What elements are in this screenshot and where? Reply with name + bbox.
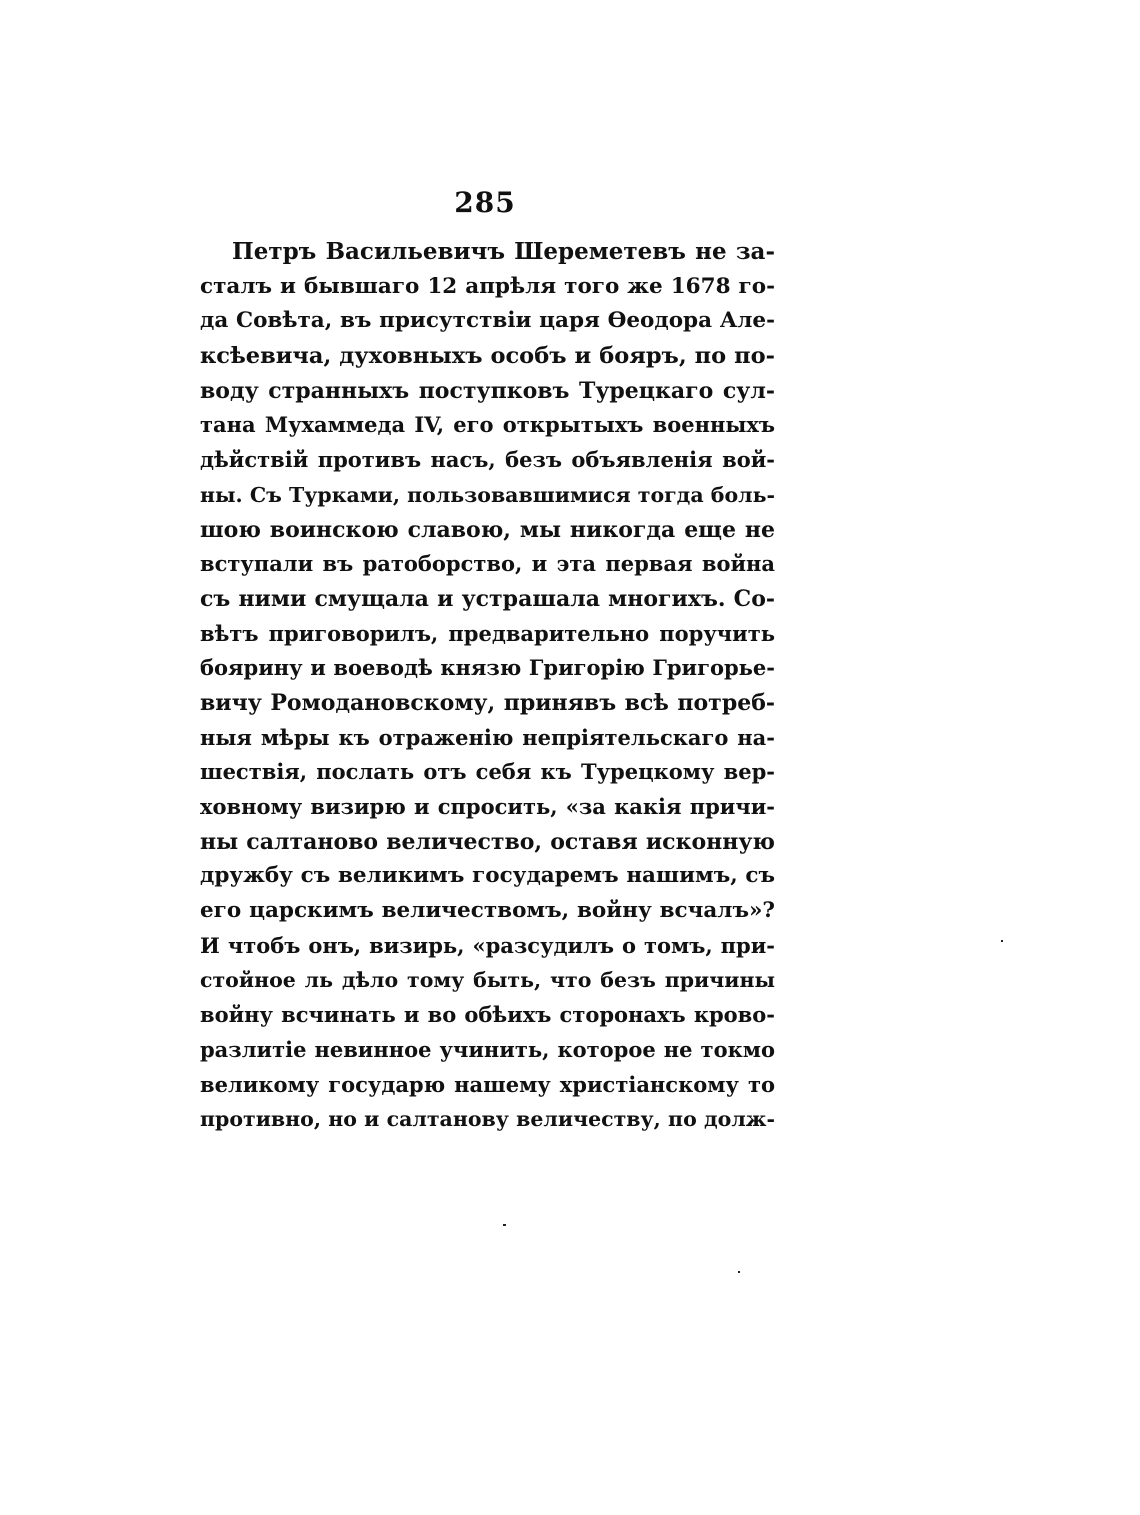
text-line: вступали въ ратоборство, и эта первая война — [200, 551, 775, 577]
text-line: ны. Съ Турками, пользовавшимися тогда боль- — [200, 482, 775, 507]
text-line: вѣтъ приговорилъ, предварительно поручить — [200, 620, 775, 646]
text-line: Петръ Васильевичъ Шереметевъ не за- — [232, 238, 775, 265]
text-line: шествія, послать отъ себя къ Турецкому вер- — [200, 759, 775, 785]
text-line: ны салтаново величество, оставя исконную — [200, 828, 775, 855]
text-line: дѣйствій противъ насъ, безъ объявленія вой- — [200, 447, 775, 473]
text-line: ныя мѣры къ отраженію непріятельскаго на- — [200, 724, 775, 750]
scan-speck — [503, 1224, 506, 1226]
text-line: противно, но и салтанову величеству, по долж- — [200, 1107, 775, 1132]
scan-speck — [738, 1271, 740, 1273]
page-number: 285 — [454, 186, 516, 219]
text-line: его царскимъ величествомъ, войну всчалъ»? — [200, 898, 775, 924]
text-line: воду странныхъ поступковъ Турецкаго сул- — [200, 377, 775, 404]
text-line: да Совѣта, въ присутствіи царя Ѳеодора Але- — [200, 308, 775, 334]
text-line: стойное ль дѣло тому быть, что безъ причины — [200, 968, 775, 993]
text-line: вичу Ромодановскому, принявъ всѣ потреб- — [200, 689, 775, 716]
body-text — [200, 235, 775, 1137]
text-line: боярину и воеводѣ князю Григорію Григорье- — [200, 655, 775, 681]
text-line: дружбу съ великимъ государемъ нашимъ, съ — [200, 863, 775, 889]
text-line: войну всчинать и во обѣихъ сторонахъ крово- — [200, 1002, 775, 1028]
text-line: съ ними смущала и устрашала многихъ. Со- — [200, 585, 775, 612]
text-line: великому государю нашему христіанскому то — [200, 1071, 775, 1097]
text-line: шою воинскою славою, мы никогда еще не — [200, 516, 775, 543]
text-line: И чтобъ онъ, визирь, «разсудилъ о томъ, при- — [200, 932, 775, 958]
text-line: тана Мухаммеда IV, его открытыхъ военныхъ — [200, 412, 775, 438]
text-line: ксѣевича, духовныхъ особъ и бояръ, по по- — [200, 343, 775, 370]
scan-speck — [1001, 940, 1003, 942]
text-line: разлитіе невинное учинить, которое не токмо — [200, 1036, 775, 1062]
text-line: сталъ и бывшаго 12 апрѣля того же 1678 го- — [200, 273, 775, 299]
text-line: ховному визирю и спросить, «за какія причи- — [200, 794, 775, 819]
